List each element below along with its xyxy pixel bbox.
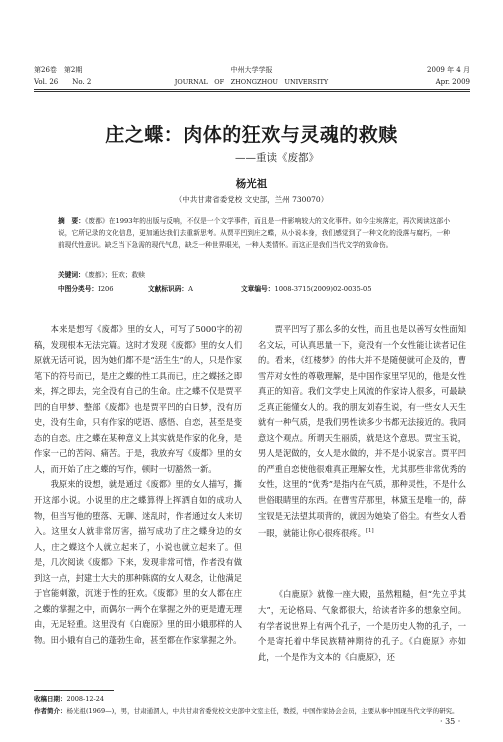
header-rule (34, 89, 470, 90)
document-code: 文献标识码：A (148, 285, 193, 293)
date-cn: 2009 年 4 月 (427, 66, 470, 74)
header-rule-thin (34, 91, 470, 92)
journal-name-cn: 中州大学学报 (230, 66, 273, 74)
body-paragraph: 我原来的设想，就是通过《废都》里的女人描写，撕开这部小说。小说里的庄之蝶算得上挥洒自如的成功人物，但当写他的堕落、无聊、迷乱时，作者通过女人来切入。这里女人就非常厉害，描写成功了庄之蝶身边的女人，庄之蝶这个人就立起来了，小说也就立起来了。但是，几次阅读《废都》下来，发现非常可惜，作者没有做到这一点，封建士大夫的那种陈腐的女人观念，让他满足于官能刺激，沉迷于性的狂欢。《废都》里的女人都在庄之蝶的掌握之中，而偶尔一两个在掌握之外的更是遭无理由，无足轻重。这里没有《白鹿原》里的田小娥那样的人物。田小娥有自己的蓬勃生命，甚至都在作家掌握之外。 (34, 479, 242, 645)
received-date: 收稿日期：2008-12-24 (34, 695, 104, 703)
volume-issue-cn: 第26卷 第2期 (34, 66, 83, 74)
body-column-right (258, 322, 466, 665)
volume-issue-en: Vol. 26 No. 2 (34, 78, 92, 86)
abstract-label: 摘 要： (58, 217, 86, 225)
keywords-text: 《废都》；狂欢；救赎 (84, 271, 145, 279)
article-title: 庄之蝶：肉体的狂欢与灵魂的救赎 (105, 124, 398, 146)
reference-marker: [1] (365, 528, 374, 535)
keywords (58, 269, 145, 279)
body-paragraph: 贾平凹写了那么多的女性，而且也是以善写女性面知名文坛，可认真思量一下，竟没有一个女性能让读者记住的。看来，《红楼梦》的伟大并不是随便就可企及的，曹雪芹对女性的尊敬理解，是中国作家里罕见的，他是女性真正的知音。我们文学史上风流的作家诗人很多，可最缺乏真正能懂女人的。我的朋友刘春生说，有一些女人天生就有一种气质，是我们男性读多少书都无法接近的。我同意这个观点。所谓天生丽质，就是这个意思。贾宝玉说，男人是泥做的，女人是水做的，并不是小说家言。贾平凹的严重自恋使他很难真正理解女性，尤其那些非常优秀的女性，这里的“优秀”是指内在气质，那种灵性，不是什么世俗眼睛里的东西。在曹雪芹那里，林黛玉是唯一的，薛宝钗是无法望其项背的，就因为她染了俗尘。有些女人看一眼，就能让你心很疼很疼。[1] (258, 324, 466, 538)
footnote-rule (34, 690, 114, 691)
footnote (34, 694, 470, 717)
date-en: Apr. 2009 (435, 78, 470, 86)
abstract (58, 215, 450, 252)
abstract-text: 《废都》在1993年的出版与反响，不仅是一个文学事件，而且是一件影响较大的文化事件。如今尘埃落定，再次阅读这部小说，它所记录的文化信息，更加通达我们去重新思考。从贾平凹到庄之蝶，从小说本身，我们感觉到了一种文化的没落与腐朽，一种前现代性意识。缺乏当下急需的现代气息，缺乏一种世界眼光，一种人类情怀。而这正是我们当代文学的致命伤。 (58, 217, 451, 250)
author-name: 杨光祖 (235, 178, 268, 190)
journal-name-en: JOURNAL OF ZHONGZHOU UNIVERSITY (174, 78, 329, 86)
body-paragraph: 本来是想写《废都》里的女人，可写了5000字的初稿，发现根本无法完篇。这时才发现《废都》里的女人们原就无话可说，因为她们都不是“活生生”的人，只是作家笔下的符号而已，是庄之蝶的性工具而已，庄之蝶拯之即来，挥之即去，完全没有自己的生命。庄之蝶不仅是贾平凹的自甲梦、整部《废都》也是贾平凹的白日梦，没有历史，没有生命，只有作家的呓语、感悟、自恋，甚至是变态的自恋。庄之蝶在某种意义上其实就是作家的化身，是作家一己的苦闷、痛苦。于是，我放弃写《废都》里的女人，而开始了庄之蝶的写作，顿时一切豁然一新。 (34, 324, 242, 474)
author-bio: 作者简介：杨光祖(1969—)，男，甘肃通渭人，中共甘肃省委党校文史部中文室主任，教授，中国作家协会会员，主要从事中国现当代文学的研究。 (34, 706, 459, 715)
author-affiliation: （中共甘肃省委党校 文史部，兰州 730070） (174, 195, 329, 204)
body-paragraph: 《白鹿原》就像一座大殿，虽然粗糙，但“先立乎其大”，无论格局、气象都很大，给读者许多的想象空间。有学者说世界上有两个孔子，一个是历史人物的孔子，一个是寄托着中华民族精神期待的孔子。《白鹿原》亦如此，一个是作为文本的《白鹿原》，还 (258, 589, 466, 662)
clc-number: 中图分类号：I206 (58, 285, 114, 293)
page-number: · 35 · (440, 717, 461, 726)
keywords-label: 关键词： (58, 271, 85, 279)
article-number: 文章编号：1008-3715(2009)02-0035-05 (241, 285, 372, 293)
article-subtitle: ——重读《废都》 (235, 152, 319, 164)
body-column-left (34, 322, 242, 648)
